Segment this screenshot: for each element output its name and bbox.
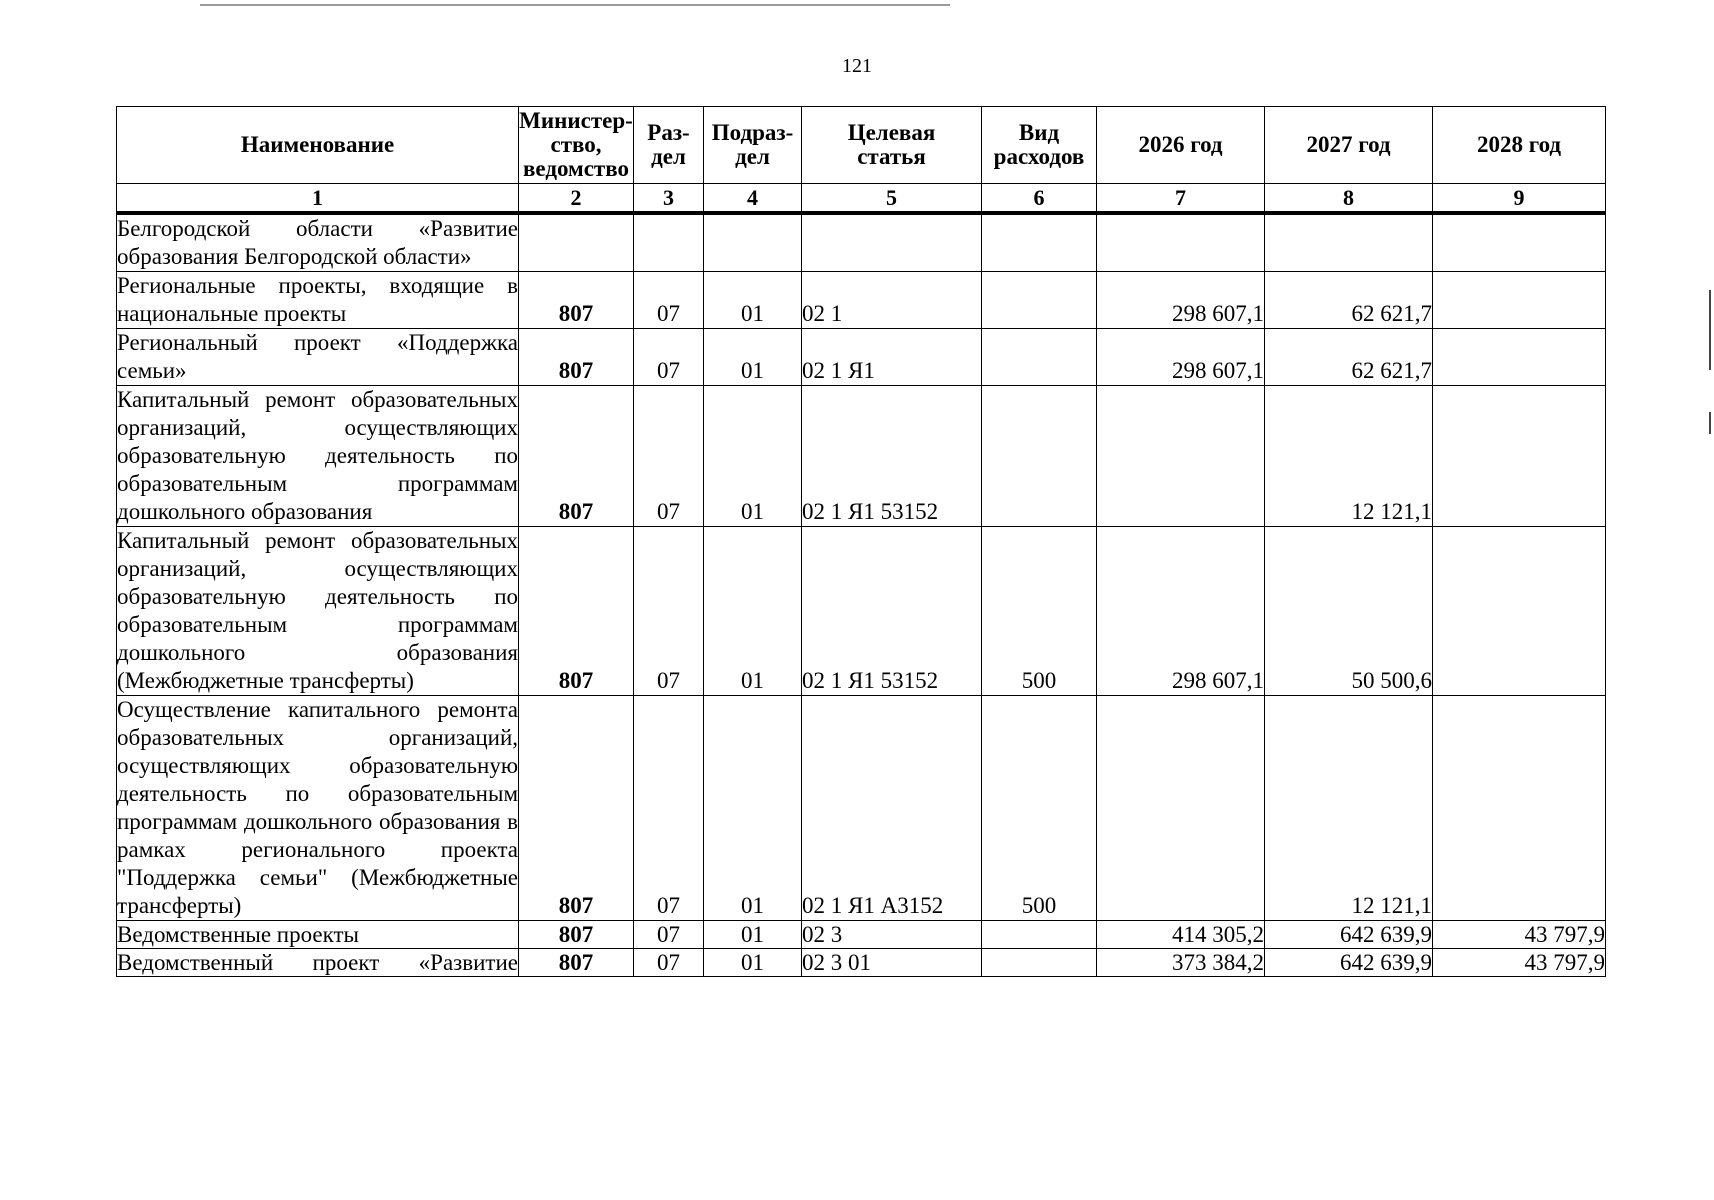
row-amount-2027 — [1265, 213, 1433, 272]
row-amount-2028 — [1433, 696, 1606, 921]
row-name: Ведомственный проект «Развитие — [117, 950, 518, 975]
row-section — [634, 213, 704, 272]
row-target — [802, 213, 982, 272]
row-amount-2027: 12 121,1 — [1265, 696, 1433, 921]
row-amount-2027: 62 621,7 — [1265, 329, 1433, 386]
column-number: 1 — [117, 184, 519, 214]
row-ministry: 807 — [519, 272, 634, 329]
row-subsection: 01 — [704, 272, 802, 329]
header-ministry — [519, 107, 634, 184]
column-number: 7 — [1097, 184, 1265, 214]
header-year-2028: 2028 год — [1433, 107, 1606, 184]
header-expense-type-line: Вид — [1018, 120, 1060, 145]
row-amount-2026 — [1097, 696, 1265, 921]
row-amount-2028 — [1433, 272, 1606, 329]
header-ministry-line: Министер- — [519, 108, 633, 133]
header-target-line: статья — [857, 144, 926, 169]
scan-edge-mark — [1709, 290, 1711, 370]
row-amount-2028 — [1433, 213, 1606, 272]
budget-table — [116, 106, 1606, 977]
row-target: 02 1 Я1 — [802, 329, 982, 386]
row-ministry: 807 — [519, 527, 634, 696]
row-subsection: 01 — [704, 696, 802, 921]
row-expense-type — [982, 921, 1097, 949]
column-number: 5 — [802, 184, 982, 214]
row-section: 07 — [634, 921, 704, 949]
row-name: Осуществление капитального ремонта образовательных организаций, осуществляющих образовательную деятельность по образовательным программам дошкольного образования в рамках регионального проекта "Поддержка семьи" (Межбюджетные трансферты) — [117, 696, 519, 921]
row-name: Белгородской области «Развитие образования Белгородской области» — [117, 213, 519, 272]
row-target: 02 3 01 — [802, 949, 982, 977]
column-number: 8 — [1265, 184, 1433, 214]
row-section: 07 — [634, 949, 704, 977]
row-expense-type — [982, 949, 1097, 977]
scan-artifact-line — [200, 4, 950, 6]
row-amount-2026: 373 384,2 — [1097, 949, 1265, 977]
row-name: Ведомственные проекты — [117, 921, 519, 949]
row-amount-2026: 298 607,1 — [1097, 329, 1265, 386]
row-ministry — [519, 213, 634, 272]
column-number: 6 — [982, 184, 1097, 214]
header-subsection — [704, 107, 802, 184]
row-name: Региональные проекты, входящие в национальные проекты — [117, 272, 519, 329]
row-subsection: 01 — [704, 921, 802, 949]
table-header-row — [117, 107, 1606, 184]
row-expense-type: 500 — [982, 696, 1097, 921]
row-amount-2027: 62 621,7 — [1265, 272, 1433, 329]
column-number: 9 — [1433, 184, 1606, 214]
table-row — [117, 921, 1606, 949]
row-section: 07 — [634, 329, 704, 386]
row-expense-type — [982, 386, 1097, 527]
header-section-line: дел — [651, 144, 686, 169]
row-amount-2027: 642 639,9 — [1265, 921, 1433, 949]
header-subsection-line: Подраз- — [711, 120, 794, 145]
header-section — [634, 107, 704, 184]
row-section: 07 — [634, 527, 704, 696]
row-ministry: 807 — [519, 329, 634, 386]
table-row — [117, 949, 1606, 977]
row-amount-2027: 12 121,1 — [1265, 386, 1433, 527]
row-amount-2026: 414 305,2 — [1097, 921, 1265, 949]
table-row — [117, 696, 1606, 921]
row-name: Капитальный ремонт образовательных организаций, осуществляющих образовательную деятельность по образовательным программам дошкольного образования (Межбюджетные трансферты) — [117, 527, 519, 696]
row-amount-2027: 50 500,6 — [1265, 527, 1433, 696]
row-name: Региональный проект «Поддержка семьи» — [117, 329, 519, 386]
page-number: 121 — [842, 55, 872, 77]
row-section: 07 — [634, 696, 704, 921]
row-expense-type — [982, 272, 1097, 329]
table-row — [117, 213, 1606, 272]
row-target: 02 3 — [802, 921, 982, 949]
table-row — [117, 272, 1606, 329]
header-target — [802, 107, 982, 184]
row-amount-2027: 642 639,9 — [1265, 949, 1433, 977]
row-amount-2028: 43 797,9 — [1433, 921, 1606, 949]
row-expense-type — [982, 329, 1097, 386]
header-subsection-line: дел — [735, 144, 770, 169]
header-ministry-line: ство, — [550, 132, 602, 157]
column-number: 2 — [519, 184, 634, 214]
row-target: 02 1 — [802, 272, 982, 329]
table-row — [117, 386, 1606, 527]
row-section: 07 — [634, 272, 704, 329]
column-number: 3 — [634, 184, 704, 214]
header-expense-type-line: расходов — [993, 144, 1085, 169]
row-expense-type: 500 — [982, 527, 1097, 696]
row-amount-2026: 298 607,1 — [1097, 527, 1265, 696]
scan-edge-mark — [1709, 412, 1711, 434]
row-section: 07 — [634, 386, 704, 527]
table-row — [117, 329, 1606, 386]
header-section-line: Раз- — [647, 120, 690, 145]
row-amount-2026: 298 607,1 — [1097, 272, 1265, 329]
table-row — [117, 527, 1606, 696]
header-year-2027: 2027 год — [1265, 107, 1433, 184]
row-subsection: 01 — [704, 386, 802, 527]
column-number-row — [117, 184, 1606, 214]
row-expense-type — [982, 213, 1097, 272]
row-amount-2026 — [1097, 213, 1265, 272]
row-subsection: 01 — [704, 527, 802, 696]
header-target-line: Целевая — [847, 120, 936, 145]
row-amount-2028 — [1433, 329, 1606, 386]
row-amount-2026 — [1097, 386, 1265, 527]
row-target: 02 1 Я1 53152 — [802, 527, 982, 696]
row-ministry: 807 — [519, 949, 634, 977]
header-year-2026: 2026 год — [1097, 107, 1265, 184]
header-expense-type — [982, 107, 1097, 184]
row-amount-2028 — [1433, 527, 1606, 696]
row-amount-2028 — [1433, 386, 1606, 527]
row-ministry: 807 — [519, 696, 634, 921]
row-ministry: 807 — [519, 386, 634, 527]
row-ministry: 807 — [519, 921, 634, 949]
row-subsection: 01 — [704, 949, 802, 977]
row-name: Капитальный ремонт образовательных организаций, осуществляющих образовательную деятельность по образовательным программам дошкольного образования — [117, 386, 519, 527]
row-target: 02 1 Я1 А3152 — [802, 696, 982, 921]
row-target: 02 1 Я1 53152 — [802, 386, 982, 527]
row-subsection — [704, 213, 802, 272]
header-ministry-line: ведомство — [523, 156, 629, 181]
row-subsection: 01 — [704, 329, 802, 386]
header-name: Наименование — [117, 107, 519, 184]
row-amount-2028: 43 797,9 — [1433, 949, 1606, 977]
column-number: 4 — [704, 184, 802, 214]
